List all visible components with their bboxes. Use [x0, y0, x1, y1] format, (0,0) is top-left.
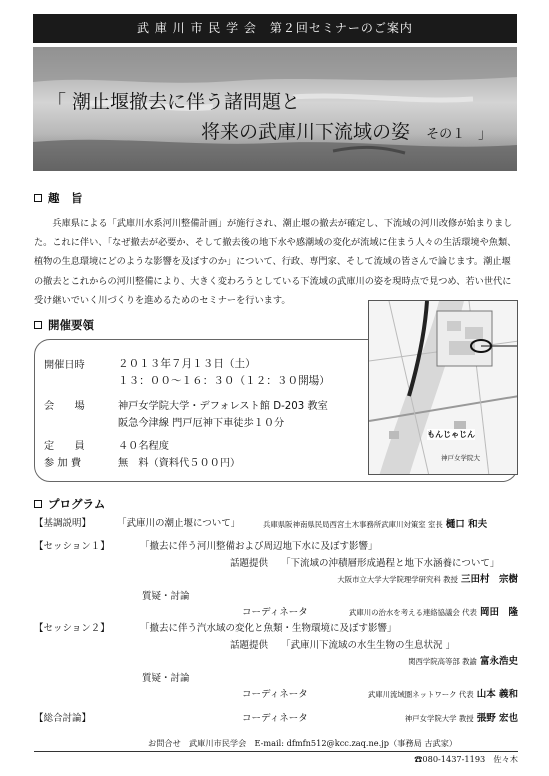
venue-label: 会 場 [44, 401, 85, 412]
keynote-name: 樋口 和夫 [445, 519, 488, 530]
session2-speaker [408, 653, 518, 667]
venue-map [368, 300, 518, 475]
session2-coordinator-name: 山本 義和 [476, 689, 518, 700]
checkbox-square-icon [34, 194, 42, 202]
event-venue: 神戸女学院大学・デフォレスト館 D-203 教室 [118, 401, 328, 412]
header-title: 武 庫 川 市 民 学 会 第２回セミナーのご案内 [137, 21, 413, 35]
session1-talk-title: 「下流域の沖積層形成過程と地下水涵養について」 [281, 558, 500, 569]
session1-speaker [337, 571, 518, 585]
checkbox-square-icon [34, 321, 42, 329]
footer-phone: ☎080-1437-1193 佐々木 [414, 754, 518, 764]
session1-affiliation: 大阪市立大学大学院理学研究科 教授 [337, 575, 458, 584]
event-date: ２０１３年７月１３日（土） [118, 358, 256, 370]
session1-talk-label: 話題提供 [230, 558, 269, 569]
program-heading: プログラム [34, 496, 105, 512]
keynote-title: 「武庫川の潮止堰について」 [117, 518, 241, 529]
fee-label: 参 加 費 [44, 458, 82, 469]
session2-title: 「撤去に伴う汽水域の変化と魚類・生物環境に及ぼす影響」 [140, 623, 397, 634]
purpose-heading: 趣 旨 [34, 190, 83, 206]
session2-coordinator-affiliation: 武庫川流域圏ネットワーク 代表 [367, 690, 474, 699]
event-capacity: ４０名程度 [118, 441, 169, 452]
session2-qa: 質疑・討論 [142, 673, 190, 684]
event-fee: 無 料（資料代５００円） [118, 458, 241, 469]
session2-talk-title: 「武庫川下流域の水生生物の生息状況 」 [281, 640, 456, 651]
map-graphic [369, 301, 518, 475]
banner-title-line2 [201, 117, 491, 144]
session2-talk [230, 637, 455, 651]
keynote-affiliation: 兵庫県阪神南県民局西宮土木事務所武庫川対策室 室長 [263, 520, 443, 529]
session1-qa: 質疑・討論 [142, 591, 190, 602]
session2-name: 富永浩史 [479, 656, 518, 667]
banner-title-suffix: その１ 」 [426, 127, 492, 142]
event-access: 阪急今津線 門戸厄神下車徒歩１０分 [118, 418, 285, 429]
date-label: 開催日時 [44, 360, 85, 371]
session2-talk-label: 話題提供 [230, 640, 269, 651]
keynote-tag: 【基調説明】 [34, 518, 92, 529]
header-bar [33, 14, 517, 43]
map-label-station: もんじゃじん [427, 430, 475, 439]
session1-title: 「撤去に伴う河川整備および周辺地下水に及ぼす影響」 [140, 541, 378, 552]
general-coordinator-label: コーディネータ [242, 713, 308, 724]
general-coordinator [405, 710, 518, 724]
checkbox-square-icon [34, 500, 42, 508]
title-banner [33, 47, 517, 171]
purpose-text: 兵庫県による「武庫川水系河川整備計画」が施行され、潮止堰の撤去が確定し、下流域の河川改修が始まりました。これに伴い、「なぜ撤去が必要か、そして撤去後の地下水や感潮域の変化が流域に住まう人々の生活環境や魚類、植物の生息環境にどのような影響を及ぼすのか」について、行政、専門家、そして流域の皆さんで論じます。潮止堰の撤去とこれからの河川整備により、大きく変わろうとしている下流域の武庫川の姿を現時点で見つめ、若い世代に受け継いでいく川づくりを進めるためのセミナーを行います。 [34, 218, 517, 306]
map-label-university: 神戸女学院大 [441, 454, 480, 462]
session1-coordinator [349, 604, 518, 618]
footer-divider [34, 751, 518, 752]
session1-coordinator-name: 岡田 隆 [479, 607, 518, 618]
session1-coordinator-label: コーディネータ [242, 607, 308, 618]
footer-contact: お問合せ 武庫川市民学会 E-mail: dfmfn512@kcc.zaq.ne.jp（事務局 古武家） [148, 738, 458, 748]
session1-tag: 【セッション１】 [34, 541, 110, 552]
general-discussion-tag: 【総合討論】 [34, 713, 92, 724]
general-coordinator-name: 張野 宏也 [476, 713, 518, 724]
overview-heading: 開催要領 [34, 317, 94, 333]
banner-title-line1: 「 潮止堰撤去に伴う諸問題と [47, 91, 301, 113]
session2-coordinator [368, 686, 518, 700]
capacity-label: 定 員 [44, 441, 85, 452]
session1-coordinator-affiliation: 武庫川の治水を考える連絡協議会 代表 [348, 608, 477, 617]
general-coordinator-affiliation: 神戸女学院大学 教授 [404, 714, 474, 723]
session2-coordinator-label: コーディネータ [242, 689, 308, 700]
session2-tag: 【セッション２】 [34, 623, 110, 634]
banner-title-main: 将来の武庫川下流域の姿 [201, 121, 411, 143]
event-time: １３：００～１６：３０（１２：３０開場） [118, 375, 330, 387]
keynote-speaker [263, 516, 487, 530]
session1-talk [230, 555, 499, 569]
session1-name: 三田村 宗樹 [460, 574, 518, 585]
session2-affiliation: 関西学院高等部 教諭 [408, 657, 477, 666]
